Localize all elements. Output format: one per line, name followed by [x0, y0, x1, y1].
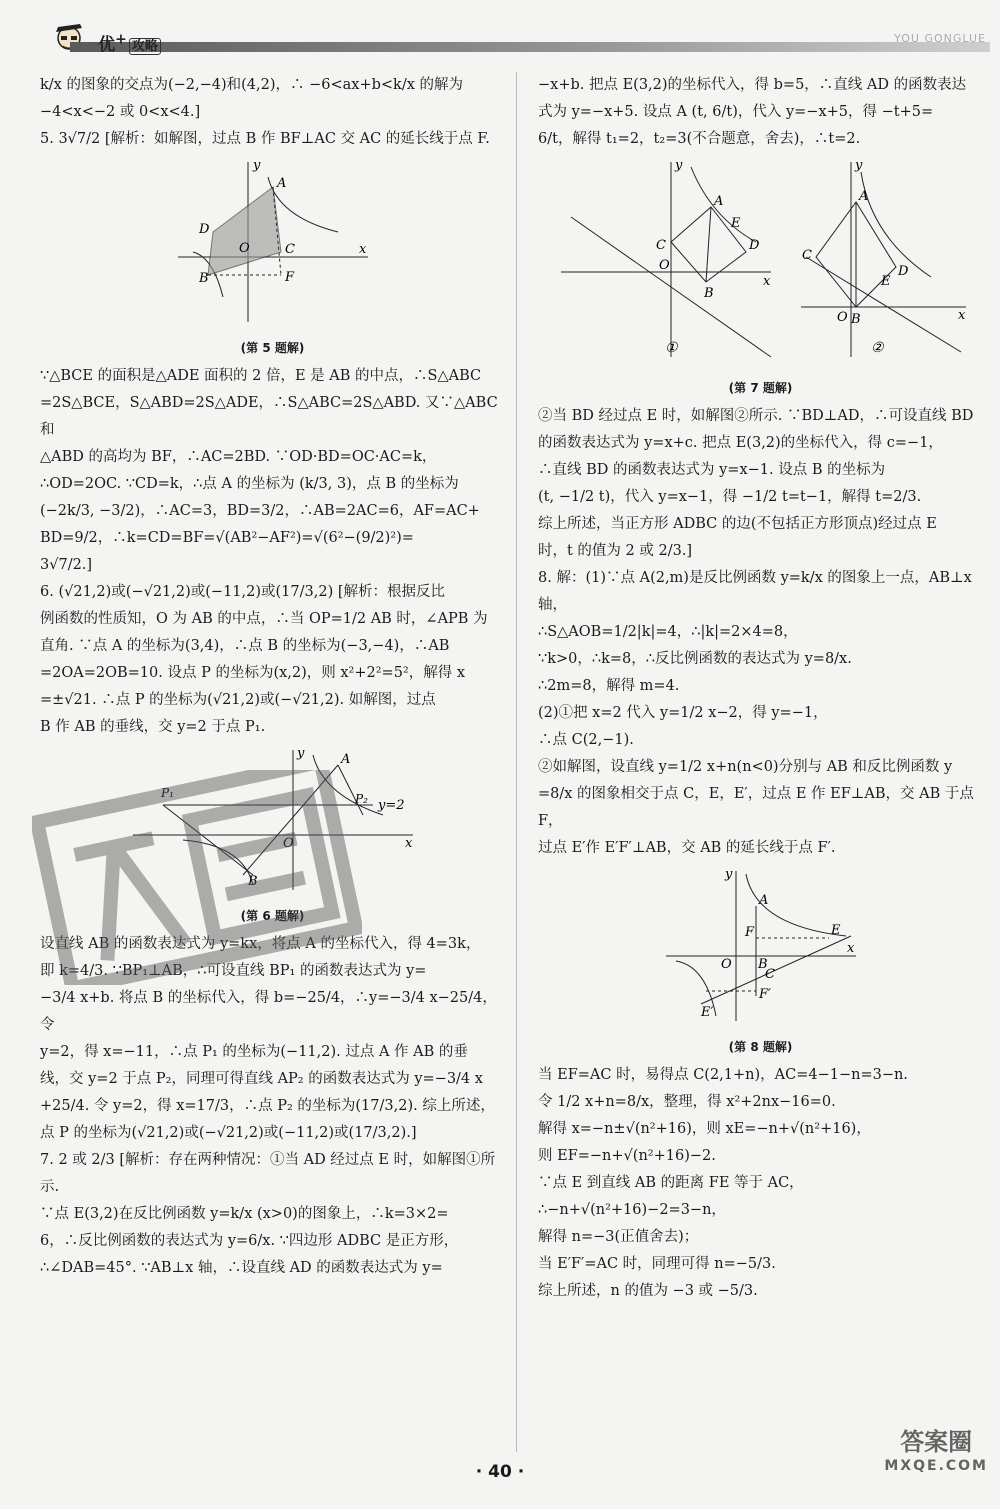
- text-line: ∴S△AOB=1/2|k|=4，∴|k|=2×4=8，: [538, 624, 798, 640]
- svg-text:y: y: [854, 158, 862, 173]
- svg-text:A: A: [276, 176, 286, 191]
- svg-text:O: O: [238, 241, 250, 256]
- svg-text:C: C: [764, 967, 775, 982]
- text-line: (−2k/3, −3/2)，∴AC=3，BD=3/2，∴AB=2AC=6，AF=AC+: [40, 503, 480, 519]
- svg-text:E: E: [830, 923, 840, 938]
- svg-text:O: O: [282, 836, 294, 851]
- svg-text:x: x: [404, 836, 412, 851]
- text-line: ∴−n+√(n²+16)−2=3−n，: [538, 1202, 726, 1218]
- svg-text:D: D: [748, 238, 759, 253]
- svg-text:D: D: [897, 264, 908, 279]
- figure-caption: (第 5 题解): [240, 341, 305, 355]
- text-line: y=2，得 x=−11，∴点 P₁ 的坐标为(−11,2). 过点 A 作 AB 的垂: [40, 1044, 468, 1060]
- svg-text:y: y: [724, 867, 732, 882]
- svg-text:C: C: [801, 248, 812, 263]
- svg-text:F: F: [284, 270, 294, 285]
- text-line: 令 1/2 x+n=8/x，整理，得 x²+2nx−16=0.: [538, 1094, 836, 1110]
- svg-text:C: C: [284, 242, 295, 257]
- q7-head: 7. 2 或 2/3 [解析：存在两种情况：①当 AD 经过点 E 时，如解图①所示.: [40, 1152, 496, 1195]
- svg-text:E: E: [730, 216, 740, 231]
- text-line: +25/4. 令 y=2，得 x=17/3，∴点 P₂ 的坐标为(17/3,2). 综上所述，: [40, 1098, 495, 1114]
- svg-text:F′: F′: [758, 987, 771, 1002]
- text-line: (t, −1/2 t)，代入 y=x−1，得 −1/2 t=t−1，解得 t=2/3.: [538, 489, 922, 505]
- svg-text:C: C: [655, 238, 666, 253]
- svg-text:y=2: y=2: [377, 798, 405, 813]
- svg-text:x: x: [957, 308, 965, 323]
- svg-text:x: x: [358, 242, 366, 257]
- text-line: =2S△BCE，S△ABD=2S△ADE，∴S△ABC=2S△ABD. 又∵△ABC 和: [40, 395, 498, 438]
- text-line: 当 E′F′=AC 时，同理可得 n=−5/3.: [538, 1256, 776, 1272]
- text-line: 式为 y=−x+5. 设点 A (t, 6/t)，代入 y=−x+5，得 −t+5=: [538, 104, 934, 120]
- svg-text:②: ②: [870, 340, 884, 356]
- text-line: 设直线 AB 的函数表达式为 y=kx，将点 A 的坐标代入，得 4=3k，: [40, 936, 481, 952]
- svg-text:A: A: [713, 194, 723, 209]
- header-right-text: YOU GONGLUE: [894, 32, 986, 45]
- text-line: =8/x 的图象相交于点 C，E，E′，过点 E 作 EF⊥AB，交 AB 于点 F，: [538, 786, 974, 829]
- svg-text:P₂: P₂: [354, 792, 368, 806]
- svg-text:E′: E′: [700, 1005, 713, 1020]
- svg-text:x: x: [762, 274, 770, 289]
- svg-text:①: ①: [664, 340, 678, 356]
- text-line: ∴点 C(2,−1).: [538, 732, 634, 748]
- figure-8-graph: [661, 866, 861, 1026]
- text-line: =±√21. ∴点 P 的坐标为(√21,2)或(−√21,2). 如解图，过点: [40, 692, 436, 708]
- text-line: 综上所述，n 的值为 −3 或 −5/3.: [538, 1283, 758, 1299]
- text-line: (2)①把 x=2 代入 y=1/2 x−2，得 y=−1，: [538, 705, 828, 721]
- q8-head: 8. 解：(1)∵点 A(2,m)是反比例函数 y=k/x 的图象上一点，AB⊥x 轴，: [538, 570, 972, 613]
- svg-text:x: x: [846, 941, 854, 956]
- svg-text:y: y: [674, 158, 682, 173]
- text-line: −4<x<−2 或 0<x<4.]: [40, 104, 201, 120]
- svg-text:A: A: [858, 189, 868, 204]
- text-line: −x+b. 把点 E(3,2)的坐标代入，得 b=5，∴直线 AD 的函数表达: [538, 77, 967, 93]
- text-line: ∵点 E(3,2)在反比例函数 y=k/x (x>0)的图象上，∴k=3×2=: [40, 1206, 449, 1222]
- figure-caption: (第 7 题解): [728, 381, 793, 395]
- svg-text:A: A: [340, 752, 350, 767]
- text-line: 综上所述，当正方形 ADBC 的边(不包括正方形顶点)经过点 E: [538, 516, 937, 532]
- text-line: 线，交 y=2 于点 P₂，同理可得直线 AP₂ 的函数表达式为 y=−3/4 x: [40, 1071, 483, 1087]
- right-column: [538, 72, 983, 1305]
- text-line: 点 P 的坐标为(√21,2)或(−√21,2)或(−11,2)或(17/3,2).]: [40, 1125, 417, 1141]
- svg-text:P₁: P₁: [160, 786, 174, 800]
- text-line: 例函数的性质知，O 为 AB 的中点，∴当 OP=1/2 AB 时，∠APB 为: [40, 611, 488, 627]
- q6-head: 6. (√21,2)或(−√21,2)或(−11,2)或(17/3,2) [解析：根据反比: [40, 584, 445, 600]
- text-line: 则 EF=−n+√(n²+16)−2.: [538, 1148, 716, 1164]
- text-line: ②如解图，设直线 y=1/2 x+n(n<0)分别与 AB 和反比例函数 y: [538, 759, 953, 775]
- stamp-mark: [32, 770, 362, 985]
- text-line: ②当 BD 经过点 E 时，如解图②所示. ∵BD⊥AD，∴可设直线 BD: [538, 408, 974, 424]
- text-line: 解得 n=−3(正值舍去)；: [538, 1229, 699, 1245]
- figure-5: [40, 157, 505, 359]
- text-line: 即 k=4/3. ∵BP₁⊥AB，∴可设直线 BP₁ 的函数表达式为 y=: [40, 963, 427, 979]
- figure-8: [538, 866, 983, 1058]
- text-line: −3/4 x+b. 将点 B 的坐标代入，得 b=−25/4，∴y=−3/4 x−25/4，令: [40, 990, 497, 1033]
- q5-head: 5. 3√7/2 [解析：如解图，过点 B 作 BF⊥AC 交 AC 的延长线于点 F.: [40, 131, 490, 147]
- text-line: k/x 的图象的交点为(−2,−4)和(4,2)，∴ −6<ax+b<k/x 的解为: [40, 77, 463, 93]
- text-line: 6/t，解得 t₁=2，t₂=3(不合题意，舍去)，∴t=2.: [538, 131, 861, 147]
- svg-text:O: O: [658, 258, 670, 273]
- figure-7-graph: [551, 157, 971, 367]
- svg-text:B: B: [198, 271, 209, 286]
- column-divider: [516, 72, 517, 1452]
- svg-text:B: B: [757, 957, 768, 972]
- figure-caption: (第 8 题解): [728, 1040, 793, 1054]
- text-line: ∵△BCE 的面积是△ADE 面积的 2 倍，E 是 AB 的中点，∴S△ABC: [40, 368, 482, 384]
- text-line: △ABD 的高均为 BF，∴AC=2BD. ∵OD·BD=OC·AC=k，: [40, 449, 437, 465]
- svg-text:y: y: [296, 746, 304, 761]
- text-line: 的函数表达式为 y=x+c. 把点 E(3,2)的坐标代入，得 c=−1，: [538, 435, 943, 451]
- svg-text:D: D: [198, 222, 209, 237]
- text-line: 6，∴反比例函数的表达式为 y=6/x. ∵四边形 ADBC 是正方形，: [40, 1233, 459, 1249]
- text-line: 当 EF=AC 时，易得点 C(2,1+n)，AC=4−1−n=3−n.: [538, 1067, 908, 1083]
- text-line: ∴∠DAB=45°. ∵AB⊥x 轴，∴设直线 AD 的函数表达式为 y=: [40, 1260, 443, 1276]
- svg-text:O: O: [836, 310, 848, 325]
- text-line: 过点 E′作 E′F′⊥AB，交 AB 的延长线于点 F′.: [538, 840, 836, 856]
- text-line: 解得 x=−n±√(n²+16)，则 xE=−n+√(n²+16)，: [538, 1121, 871, 1137]
- page-number: · 40 ·: [475, 1462, 525, 1482]
- figure-7: [538, 157, 983, 399]
- text-line: ∴直线 BD 的函数表达式为 y=x−1. 设点 B 的坐标为: [538, 462, 886, 478]
- text-line: 时，t 的值为 2 或 2/3.]: [538, 543, 693, 559]
- svg-text:E: E: [880, 274, 890, 289]
- text-line: BD=9/2，∴k=CD=BF=√(AB²−AF²)=√(6²−(9/2)²)=: [40, 530, 414, 546]
- text-line: ∵k>0，∴k=8，∴反比例函数的表达式为 y=8/x.: [538, 651, 852, 667]
- page-header: [0, 0, 1000, 70]
- text-line: ∴2m=8，解得 m=4.: [538, 678, 680, 694]
- text-line: B 作 AB 的垂线，交 y=2 于点 P₁.: [40, 719, 266, 735]
- text-line: ∵点 E 到直线 AB 的距离 FE 等于 AC，: [538, 1175, 804, 1191]
- figure-caption: (第 6 题解): [240, 909, 305, 923]
- svg-text:B: B: [850, 312, 861, 327]
- text-line: 3√7/2.]: [40, 557, 93, 573]
- mascot-icon: [48, 18, 90, 60]
- svg-text:O: O: [720, 957, 732, 972]
- svg-text:F: F: [744, 925, 754, 940]
- watermark-logo: 答案圈 MXQE.COM: [884, 1428, 988, 1474]
- header-bar: [70, 42, 990, 52]
- svg-text:A: A: [758, 893, 768, 908]
- text-line: ∴OD=2OC. ∵CD=k，∴点 A 的坐标为 (k/3, 3)，点 B 的坐标为: [40, 476, 459, 492]
- svg-text:y: y: [252, 158, 260, 173]
- figure-5-graph: [173, 157, 373, 327]
- svg-text:B: B: [247, 874, 258, 889]
- text-line: =2OA=2OB=10. 设点 P 的坐标为(x,2)，则 x²+2²=5²，解得 x: [40, 665, 466, 681]
- text-line: 直角. ∵点 A 的坐标为(3,4)，∴点 B 的坐标为(−3,−4)，∴AB: [40, 638, 450, 654]
- svg-text:B: B: [703, 286, 714, 301]
- left-column: [40, 72, 505, 1282]
- brand-title: 优+ 攻略: [98, 30, 161, 55]
